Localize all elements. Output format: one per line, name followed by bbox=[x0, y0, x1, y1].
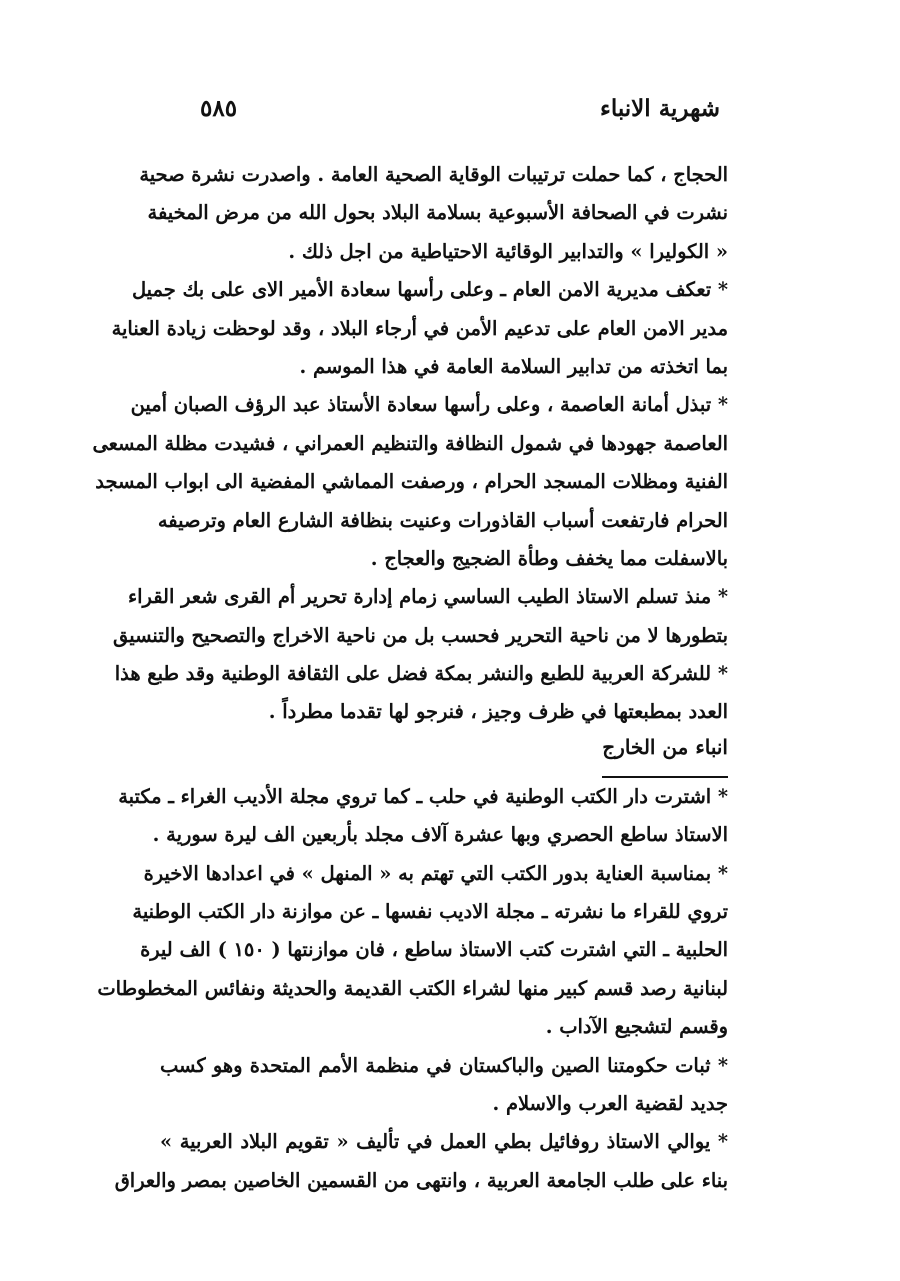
text-line: الحلبية ـ التي اشترت كتب الاستاذ ساطع ، فان موازنتها ( ١٥٠ ) الف ليرة bbox=[140, 938, 728, 962]
text-line: نشرت في الصحافة الأسبوعية بسلامة البلاد بحول الله من مرض المخيفة bbox=[147, 201, 728, 225]
text-line: * تبذل أمانة العاصمة ، وعلى رأسها سعادة الأستاذ عبد الرؤف الصبان أمين bbox=[130, 393, 728, 417]
text-line: الحجاج ، كما حملت ترتيبات الوقاية الصحية العامة . واصدرت نشرة صحية bbox=[139, 163, 728, 186]
text-line: * تعكف مديرية الامن العام ـ وعلى رأسها سعادة الأمير الاى على بك جميل bbox=[131, 278, 728, 302]
news-abroad-block bbox=[97, 778, 728, 1200]
text-line: لبنانية رصد قسم كبير منها لشراء الكتب القديمة والحديثة ونفائس المخطوطات bbox=[97, 976, 728, 1000]
text-line: تروي للقراء ما نشرته ـ مجلة الاديب نفسها ـ عن موازنة دار الكتب الوطنية bbox=[132, 900, 728, 924]
news-local-block bbox=[92, 156, 728, 732]
text-line: * للشركة العربية للطبع والنشر بمكة فضل على الثقافة الوطنية وقد طبع هذا bbox=[114, 662, 728, 686]
section-heading bbox=[160, 732, 728, 778]
page-header bbox=[200, 88, 720, 128]
text-line: * ثبات حكومتنا الصين والباكستان في منظمة الأمم المتحدة وهو كسب bbox=[160, 1053, 728, 1077]
text-line: الفنية ومظلات المسجد الحرام ، ورصفت المماشي المفضية الى ابواب المسجد bbox=[95, 470, 728, 494]
text-line: * يوالي الاستاذ روفائيل بطي العمل في تأليف « تقويم البلاد العربية » bbox=[160, 1130, 728, 1154]
text-line: جديد لقضية العرب والاسلام . bbox=[492, 1091, 728, 1115]
text-line: الاستاذ ساطع الحصري وبها عشرة آلاف مجلد بأربعين الف ليرة سورية . bbox=[152, 823, 728, 847]
text-line: العاصمة جهودها في شمول النظافة والتنظيم العمراني ، فشيدت مظلة المسعى bbox=[92, 431, 728, 455]
text-line: بما اتخذته من تدابير السلامة العامة في هذا الموسم . bbox=[299, 354, 728, 378]
text-line: « الكوليرا » والتدابير الوقائية الاحتياطية من اجل ذلك . bbox=[288, 239, 728, 263]
section-heading-text: انباء من الخارج bbox=[602, 732, 728, 778]
text-line: مدير الامن العام على تدعيم الأمن في أرجاء البلاد ، وقد لوحظت زيادة العناية bbox=[111, 316, 728, 340]
running-title: شهرية الانباء bbox=[600, 94, 720, 122]
text-line: * منذ تسلم الاستاذ الطيب الساسي زمام إدارة تحرير أم القرى شعر القراء bbox=[128, 585, 728, 609]
text-line: * بمناسبة العناية بدور الكتب التي تهتم به « المنهل » في اعدادها الاخيرة bbox=[143, 861, 728, 885]
text-line: بالاسفلت مما يخفف وطأة الضجيج والعجاج . bbox=[370, 546, 728, 570]
article-body bbox=[92, 156, 728, 1200]
page-number: ٥٨٥ bbox=[200, 94, 238, 122]
text-line: العدد بمطبعتها في ظرف وجيز ، فنرجو لها تقدما مطرداً . bbox=[268, 700, 728, 724]
text-line: الحرام فارتفعت أسباب القاذورات وعنيت بنظافة الشارع العام وترصيفه bbox=[157, 508, 728, 532]
text-line: * اشترت دار الكتب الوطنية في حلب ـ كما تروي مجلة الأديب الغراء ـ مكتبة bbox=[118, 784, 728, 808]
text-line: وقسم لتشجيع الآداب . bbox=[545, 1015, 728, 1039]
text-line: بناء على طلب الجامعة العربية ، وانتهى من القسمين الخاصين بمصر والعراق bbox=[114, 1168, 728, 1192]
text-line: بتطورها لا من ناحية التحرير فحسب بل من ناحية الاخراج والتصحيح والتنسيق bbox=[113, 623, 728, 647]
